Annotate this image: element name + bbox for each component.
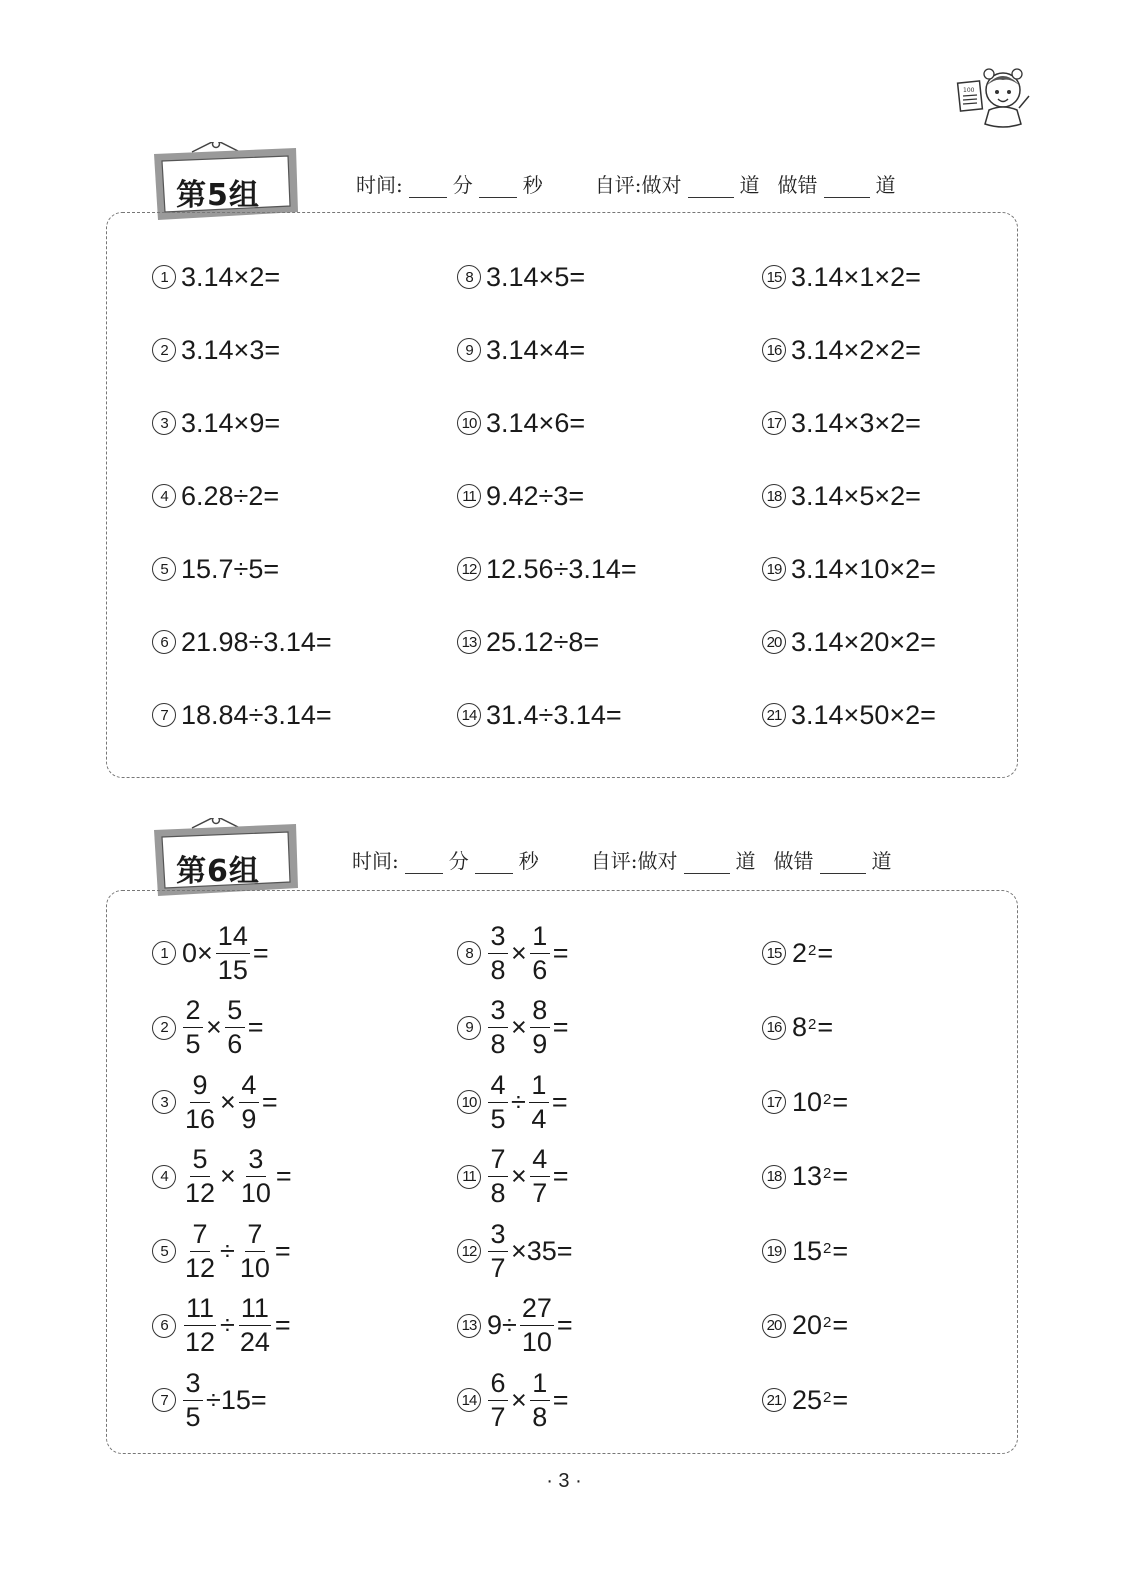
expression-text: =	[252, 937, 269, 968]
problem-item	[457, 247, 585, 307]
correct-count-blank[interactable]	[684, 853, 730, 874]
problem-item	[152, 685, 332, 745]
numerator: 5	[225, 997, 245, 1028]
fraction	[529, 1069, 549, 1134]
fraction	[238, 1295, 272, 1356]
group-6-meta	[352, 844, 892, 874]
expression-text: ×	[220, 1086, 236, 1117]
problem-item	[762, 612, 936, 672]
denominator: 6	[532, 954, 548, 985]
problem-expression: 15.7÷5=	[181, 553, 280, 584]
fraction	[238, 1218, 272, 1283]
problem-item	[762, 1296, 849, 1356]
group-5-title-sign	[152, 142, 298, 214]
denominator: 10	[240, 1178, 271, 1208]
fraction	[225, 997, 245, 1058]
problem-number: 2	[152, 1016, 176, 1040]
numerator: 7	[190, 1221, 210, 1252]
fraction	[520, 1295, 554, 1356]
denominator: 7	[490, 1401, 506, 1432]
fraction	[530, 997, 550, 1058]
problem-expression: 18.84÷3.14=	[181, 699, 332, 730]
expression-text: =	[832, 1086, 849, 1117]
expression-text: 10	[792, 1086, 823, 1117]
problem-number: 2	[152, 338, 176, 362]
problem-number: 5	[152, 557, 176, 581]
problem-number: 16	[762, 1016, 786, 1040]
expression-text: ×	[206, 1012, 222, 1042]
denominator: 15	[217, 954, 248, 985]
minutes-label: 分	[448, 849, 469, 873]
wrong-unit-label: 道	[875, 173, 896, 197]
fraction	[488, 1367, 508, 1432]
time-label: 时间:	[356, 173, 403, 197]
problem-expression: 3.14×5=	[486, 261, 586, 292]
expression-text: =	[552, 1384, 569, 1415]
denominator: 4	[531, 1103, 547, 1134]
seconds-blank[interactable]	[479, 177, 517, 198]
expression-text: =	[817, 937, 834, 968]
seconds-label: 秒	[522, 173, 543, 197]
problem-number: 9	[457, 338, 481, 362]
problem-item	[762, 923, 834, 983]
problem-number: 17	[762, 1090, 786, 1114]
fraction	[239, 1146, 273, 1207]
expression-text: =	[551, 1086, 568, 1117]
problem-number: 9	[457, 1016, 481, 1040]
problem-number: 6	[152, 1314, 176, 1338]
svg-text:100: 100	[963, 87, 975, 94]
denominator: 5	[185, 1029, 201, 1059]
cartoon-girl-icon	[955, 60, 1035, 130]
problem-item	[457, 1367, 570, 1432]
problem-item	[762, 1221, 849, 1281]
expression-text: =	[274, 1235, 291, 1266]
correct-unit-label: 道	[739, 173, 760, 197]
expression-text: ×	[511, 937, 527, 968]
problem-number: 20	[762, 1314, 786, 1338]
fraction	[183, 1069, 217, 1134]
fraction	[488, 997, 508, 1058]
numerator: 7	[488, 1146, 508, 1177]
exponent: 2	[808, 1016, 817, 1033]
seconds-blank[interactable]	[475, 853, 513, 874]
numerator: 9	[190, 1072, 210, 1103]
problem-item	[457, 1218, 574, 1283]
problem-item	[457, 320, 585, 380]
exponent: 2	[808, 941, 817, 959]
problem-number: 8	[457, 265, 481, 289]
fraction	[488, 1218, 508, 1283]
problem-number: 4	[152, 1165, 176, 1189]
expression-text: =	[552, 937, 569, 968]
expression-text: =	[247, 1012, 264, 1042]
problem-number: 12	[457, 557, 481, 581]
exponent: 2	[823, 1090, 832, 1108]
problem-item	[457, 393, 585, 453]
expression-text: 25	[792, 1384, 823, 1415]
numerator: 2	[183, 997, 203, 1028]
expression-text: =	[817, 1012, 834, 1042]
problem-item	[762, 1147, 849, 1207]
correct-count-blank[interactable]	[688, 177, 734, 198]
problem-item	[152, 1218, 292, 1283]
problem-expression: 12.56÷3.14=	[486, 553, 637, 584]
wrong-count-blank[interactable]	[824, 177, 870, 198]
problem-number: 6	[152, 630, 176, 654]
numerator: 5	[190, 1146, 210, 1177]
problem-number: 14	[457, 703, 481, 727]
problem-expression: 3.14×2×2=	[791, 334, 921, 365]
problem-item	[457, 1069, 569, 1134]
problem-item	[762, 466, 921, 526]
group-5-meta	[356, 168, 896, 198]
expression-text: ×35=	[511, 1235, 573, 1266]
expression-text: 13	[792, 1161, 823, 1191]
problem-number: 8	[457, 941, 481, 965]
problem-expression: 3.14×9=	[181, 407, 281, 438]
wrong-unit-label: 道	[871, 849, 892, 873]
denominator: 10	[239, 1252, 270, 1283]
numerator: 3	[488, 923, 508, 954]
exponent: 2	[823, 1314, 832, 1331]
problem-number: 18	[762, 484, 786, 508]
group-5-header	[0, 128, 1128, 218]
seconds-label: 秒	[518, 849, 539, 873]
expression-text: =	[275, 1161, 292, 1191]
exponent: 2	[823, 1388, 832, 1406]
numerator: 8	[530, 997, 550, 1028]
denominator: 8	[490, 954, 506, 985]
problem-item	[457, 920, 570, 985]
expression-text: =	[274, 1310, 291, 1340]
problem-number: 10	[457, 411, 481, 435]
problem-number: 3	[152, 411, 176, 435]
problem-number: 21	[762, 703, 786, 727]
time-label: 时间:	[352, 849, 399, 873]
fraction	[183, 997, 203, 1058]
problem-expression: 3.14×3×2=	[791, 407, 921, 438]
expression-text: ×	[511, 1384, 527, 1415]
numerator: 7	[245, 1221, 265, 1252]
expression-text: ÷	[511, 1086, 526, 1117]
denominator: 7	[490, 1252, 506, 1283]
problem-number: 18	[762, 1165, 786, 1189]
numerator: 3	[488, 997, 508, 1028]
problem-item	[152, 920, 270, 985]
problem-item	[762, 247, 921, 307]
numerator: 3	[246, 1146, 266, 1177]
denominator: 6	[227, 1029, 243, 1059]
problem-item	[152, 466, 279, 526]
problem-item	[457, 1293, 574, 1357]
problem-number: 5	[152, 1239, 176, 1263]
denominator: 9	[241, 1103, 257, 1134]
problem-number: 1	[152, 941, 176, 965]
expression-text: 15	[792, 1235, 823, 1266]
numerator: 3	[183, 1370, 203, 1401]
fraction	[183, 1146, 217, 1207]
self-eval-correct-label: 自评:做对	[590, 849, 678, 873]
correct-unit-label: 道	[735, 849, 756, 873]
problem-number: 15	[762, 265, 786, 289]
numerator: 1	[530, 1370, 550, 1401]
problem-number: 11	[457, 484, 481, 508]
numerator: 14	[216, 923, 250, 954]
self-eval-correct-label: 自评:做对	[594, 173, 682, 197]
fraction	[530, 920, 550, 985]
problem-expression: 3.14×10×2=	[791, 553, 936, 584]
expression-text: =	[552, 1012, 569, 1042]
numerator: 1	[530, 923, 550, 954]
problem-number: 3	[152, 1090, 176, 1114]
expression-text: ÷15=	[206, 1384, 267, 1415]
problem-item	[152, 539, 279, 599]
problem-item	[457, 995, 570, 1059]
problem-expression: 3.14×1×2=	[791, 261, 921, 292]
numerator: 1	[529, 1072, 549, 1103]
problem-number: 13	[457, 1314, 481, 1338]
denominator: 12	[185, 1178, 216, 1208]
problem-item	[762, 1370, 849, 1430]
problem-number: 20	[762, 630, 786, 654]
problem-item	[762, 998, 834, 1058]
problem-item	[152, 995, 265, 1059]
minutes-blank[interactable]	[409, 177, 447, 198]
numerator: 11	[184, 1295, 216, 1326]
problem-item	[152, 393, 280, 453]
problem-item	[152, 1069, 279, 1134]
fraction	[488, 1146, 508, 1207]
problem-item	[762, 539, 936, 599]
problem-item	[457, 539, 637, 599]
group-title: 第5组	[176, 178, 260, 213]
expression-text: 20	[792, 1310, 823, 1340]
problem-number: 15	[762, 941, 786, 965]
problem-item	[152, 320, 280, 380]
expression-text: ×	[511, 1012, 527, 1042]
problem-expression: 3.14×6=	[486, 407, 586, 438]
problem-number: 7	[152, 703, 176, 727]
problem-item	[457, 1144, 570, 1208]
denominator: 10	[521, 1327, 552, 1357]
numerator: 11	[239, 1295, 271, 1326]
problem-number: 14	[457, 1388, 481, 1412]
denominator: 8	[490, 1029, 506, 1059]
problem-item	[152, 247, 280, 307]
problem-number: 19	[762, 557, 786, 581]
problem-expression: 3.14×4=	[486, 334, 586, 365]
denominator: 12	[185, 1327, 216, 1357]
expression-text: ÷	[220, 1235, 235, 1266]
problem-number: 21	[762, 1388, 786, 1412]
problem-expression: 6.28÷2=	[181, 480, 280, 511]
problem-expression: 3.14×2=	[181, 261, 281, 292]
problem-item	[457, 685, 622, 745]
fraction	[530, 1367, 550, 1432]
problem-number: 19	[762, 1239, 786, 1263]
problem-item	[762, 393, 921, 453]
problem-item	[457, 466, 584, 526]
problem-number: 12	[457, 1239, 481, 1263]
expression-text: =	[832, 1384, 849, 1415]
numerator: 6	[488, 1370, 508, 1401]
expression-text: =	[556, 1310, 573, 1340]
problem-number: 7	[152, 1388, 176, 1412]
denominator: 24	[239, 1327, 270, 1357]
expression-text: =	[832, 1235, 849, 1266]
expression-text: 2	[792, 937, 808, 968]
minutes-blank[interactable]	[405, 853, 443, 874]
problem-expression: 21.98÷3.14=	[181, 626, 332, 657]
problem-item	[762, 685, 936, 745]
problem-expression: 3.14×20×2=	[791, 626, 936, 657]
numerator: 3	[488, 1221, 508, 1252]
problem-expression: 3.14×3=	[181, 334, 281, 365]
problem-number: 4	[152, 484, 176, 508]
denominator: 8	[532, 1401, 548, 1432]
expression-text: ×	[220, 1161, 236, 1191]
expression-text: =	[552, 1161, 569, 1191]
numerator: 4	[530, 1146, 550, 1177]
expression-text: ×	[511, 1161, 527, 1191]
problem-item	[762, 320, 921, 380]
problem-number: 17	[762, 411, 786, 435]
problem-expression: 31.4÷3.14=	[486, 699, 622, 730]
numerator: 4	[239, 1072, 259, 1103]
group-6-title-sign	[152, 818, 298, 890]
wrong-count-blank[interactable]	[820, 853, 866, 874]
problem-number: 11	[457, 1165, 481, 1189]
expression-text: =	[832, 1310, 849, 1340]
expression-text: 8	[792, 1012, 808, 1042]
fraction	[183, 1295, 217, 1356]
problem-number: 10	[457, 1090, 481, 1114]
expression-text: =	[261, 1086, 278, 1117]
wrong-label: 做错	[777, 173, 818, 197]
fraction	[488, 1069, 508, 1134]
expression-text: 9÷	[487, 1310, 517, 1340]
problem-expression: 9.42÷3=	[486, 480, 585, 511]
expression-text: 0×	[182, 937, 213, 968]
denominator: 5	[490, 1103, 506, 1134]
wrong-label: 做错	[773, 849, 814, 873]
fraction	[530, 1146, 550, 1207]
minutes-label: 分	[452, 173, 473, 197]
group-title: 第6组	[176, 854, 260, 889]
fraction	[488, 920, 508, 985]
denominator: 8	[490, 1178, 506, 1208]
problem-number: 16	[762, 338, 786, 362]
problem-expression: 3.14×50×2=	[791, 699, 936, 730]
page-number: · 3 ·	[546, 1470, 582, 1492]
problem-item	[762, 1072, 849, 1132]
problem-number: 1	[152, 265, 176, 289]
denominator: 7	[532, 1178, 548, 1208]
group-6-header	[0, 804, 1128, 894]
expression-text: ÷	[220, 1310, 235, 1340]
expression-text: =	[832, 1161, 849, 1191]
problem-item	[152, 612, 332, 672]
denominator: 12	[185, 1252, 216, 1283]
fraction	[239, 1069, 259, 1134]
denominator: 9	[532, 1029, 548, 1059]
problem-item	[457, 612, 599, 672]
denominator: 5	[185, 1401, 201, 1432]
problem-item	[152, 1293, 292, 1357]
problem-item	[152, 1144, 293, 1208]
numerator: 27	[520, 1295, 554, 1326]
numerator: 4	[488, 1072, 508, 1103]
problem-expression: 25.12÷8=	[486, 626, 600, 657]
exponent: 2	[823, 1165, 832, 1182]
problem-item	[152, 1367, 268, 1432]
fraction	[183, 1367, 203, 1432]
exponent: 2	[823, 1239, 832, 1257]
problem-number: 13	[457, 630, 481, 654]
denominator: 16	[185, 1103, 216, 1134]
problem-expression: 3.14×5×2=	[791, 480, 921, 511]
fraction	[216, 920, 250, 985]
fraction	[183, 1218, 217, 1283]
